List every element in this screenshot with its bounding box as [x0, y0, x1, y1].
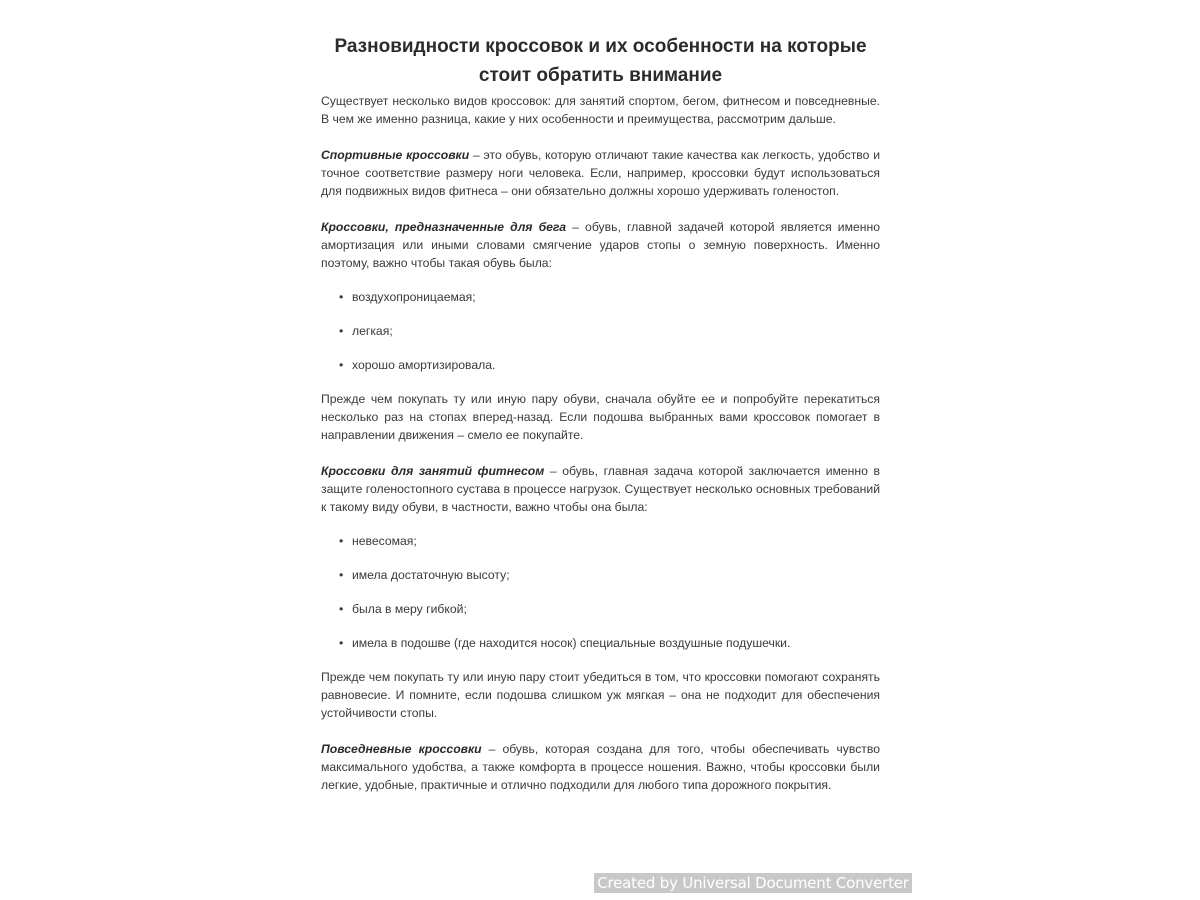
bullet-icon: •	[339, 636, 344, 650]
list-item: • была в меру гибкой;	[339, 602, 467, 616]
running-advice-paragraph: Прежде чем покупать ту или иную пару обуви, сначала обуйте ее и попробуйте перекатиться несколько раз на стопах вперед-назад. Если подошва выбранных вами кроссовок помогает в направлении движения – смело ее покупайте.	[321, 392, 880, 442]
list-item: • легкая;	[339, 324, 393, 338]
section-term: Кроссовки для занятий фитнесом	[321, 464, 545, 478]
section-fitness-paragraph: Кроссовки для занятий фитнесом – обувь, главная задача которой заключается именно в защите голеностопного сустава в процессе нагрузок. Существует несколько основных требований к такому виду обуви, в частности, важно чтобы она была:	[321, 464, 881, 514]
section-sport-paragraph: Спортивные кроссовки – это обувь, которую отличают такие качества как легкость, удобство и точное соответствие размеру ноги человека. Если, например, кроссовки будут использоваться для подвижных видов фитнеса – они обязательно должны хорошо удерживать голеностоп.	[321, 148, 881, 198]
list-item: • имела в подошве (где находится носок) специальные воздушные подушечки.	[339, 636, 791, 650]
bullet-icon: •	[339, 324, 344, 338]
list-item: • воздухопроницаемая;	[339, 290, 476, 304]
bullet-icon: •	[339, 602, 344, 616]
section-term: Кроссовки, предназначенные для бега	[321, 220, 567, 234]
bullet-icon: •	[339, 358, 344, 372]
fitness-advice-paragraph: Прежде чем покупать ту или иную пару стоит убедиться в том, что кроссовки помогают сохранять равновесие. И помните, если подошва слишком уж мягкая – она не подходит для обеспечения устойчивости стопы.	[321, 670, 880, 720]
bullet-icon: •	[339, 290, 344, 304]
section-term: Спортивные кроссовки	[321, 148, 470, 162]
document-page	[321, 32, 880, 794]
section-running-paragraph: Кроссовки, предназначенные для бега – обувь, главной задачей которой является именно амортизация или иными словами смягчение ударов стопы о земную поверхность. Именно поэтому, важно чтобы такая обувь была:	[321, 220, 881, 270]
intro-paragraph: Существует несколько видов кроссовок: для занятий спортом, бегом, фитнесом и повседневные. В чем же именно разница, какие у них особенности и преимущества, рассмотрим дальше.	[321, 94, 880, 126]
running-requirements-list	[321, 288, 880, 374]
list-item: • хорошо амортизировала.	[339, 358, 496, 372]
converter-watermark: Created by Universal Document Converter	[594, 873, 912, 893]
section-term: Повседневные кроссовки	[321, 742, 482, 756]
section-casual-paragraph: Повседневные кроссовки – обувь, которая создана для того, чтобы обеспечивать чувство максимального удобства, а также комфорта в процессе ношения. Важно, чтобы кроссовки были легкие, удобные, практичные и отлично подходили для любого типа дорожного покрытия.	[321, 742, 880, 792]
bullet-icon: •	[339, 568, 344, 582]
bullet-icon: •	[339, 534, 344, 548]
document-title: Разновидности кроссовок и их особенности на которые стоит обратить внимание	[334, 36, 867, 86]
list-item: • имела достаточную высоту;	[339, 568, 510, 582]
fitness-requirements-list	[321, 532, 880, 652]
list-item: • невесомая;	[339, 534, 417, 548]
